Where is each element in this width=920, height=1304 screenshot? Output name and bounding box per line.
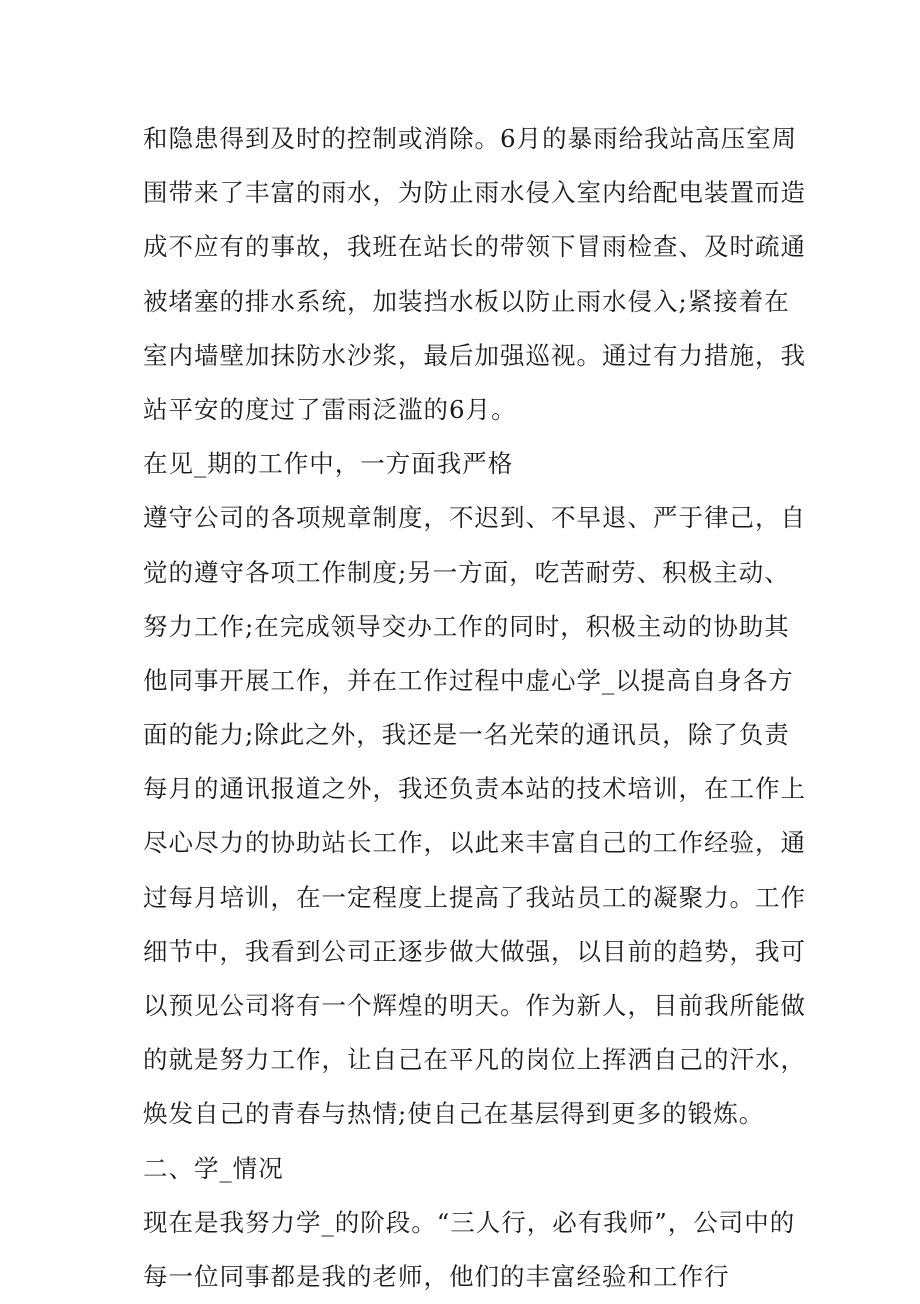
text-line: 以预见公司将有一个辉煌的明天。作为新人，目前我所能做 <box>143 991 806 1020</box>
text-line: 面的能力;除此之外，我还是一名光荣的通讯员，除了负责 <box>143 720 790 750</box>
text-line: 室内墙壁加抹防水沙浆，最后加强巡视。通过有力措施，我 <box>143 340 806 370</box>
text-line: 努力工作;在完成领导交办工作的同时，积极主动的协助其 <box>143 611 790 641</box>
text-line: 围带来了丰富的雨水，为防止雨水侵入室内给配电装置而造 <box>143 178 806 208</box>
text-line: 现在是我努力学_的阶段。“三人行，必有我师”，公司中的 <box>143 1207 796 1237</box>
text-line: 每月的通讯报道之外，我还负责本站的技术培训，在工作上 <box>143 774 806 804</box>
text-line: 遵守公司的各项规章制度，不迟到、不早退、严于律己，自 <box>143 503 806 533</box>
text-line: 站平安的度过了雷雨泛滥的6月。 <box>143 394 517 424</box>
text-line: 过每月培训，在一定程度上提高了我站员工的凝聚力。工作 <box>143 882 806 912</box>
section-heading: 二、学_情况 <box>143 1153 284 1183</box>
text-line: 焕发自己的青春与热情;使自己在基层得到更多的锻炼。 <box>143 1099 765 1129</box>
body-text <box>143 112 806 1304</box>
text-line: 尽心尽力的协助站长工作，以此来丰富自己的工作经验，通 <box>143 828 806 858</box>
text-line: 觉的遵守各项工作制度;另一方面，吃苦耐劳、积极主动、 <box>143 557 790 587</box>
text-line: 细节中，我看到公司正逐步做大做强，以目前的趋势，我可 <box>143 936 806 966</box>
text-line: 的就是努力工作，让自己在平凡的岗位上挥洒自己的汗水， <box>143 1045 806 1075</box>
text-line: 他同事开展工作，并在工作过程中虚心学_以提高自身各方 <box>143 665 794 695</box>
text-line: 被堵塞的排水系统，加装挡水板以防止雨水侵入;紧接着在 <box>143 286 790 316</box>
text-line: 成不应有的事故，我班在站长的带领下冒雨检查、及时疏通 <box>143 232 806 262</box>
text-line: 和隐患得到及时的控制或消除。6月的暴雨给我站高压室周 <box>143 124 798 153</box>
text-line: 在见_期的工作中，一方面我严格 <box>143 449 514 479</box>
text-line: 每一位同事都是我的老师，他们的丰富经验和工作行 <box>143 1261 730 1291</box>
